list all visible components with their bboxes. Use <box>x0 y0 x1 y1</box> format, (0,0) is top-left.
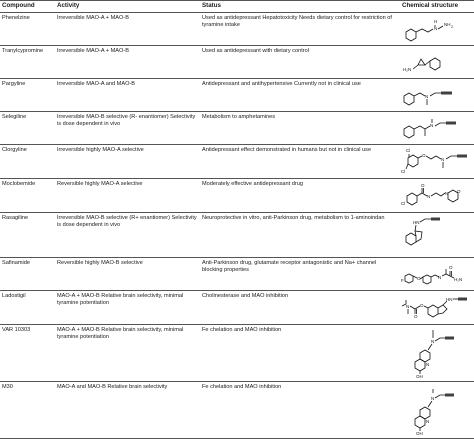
table-row <box>0 46 474 79</box>
svg-text:N: N <box>431 339 435 344</box>
svg-text:N: N <box>431 396 435 401</box>
svg-text:N: N <box>426 419 430 424</box>
svg-text:O: O <box>421 183 425 188</box>
svg-text:F: F <box>401 278 404 283</box>
svg-text:OH: OH <box>416 431 423 436</box>
tranylcypromine-structure <box>400 47 472 77</box>
compound-activity: Irreversible MAO-B selective (R+ enantiomer) Selectivity is dose dependent in vivo <box>55 213 200 258</box>
compound-name: Selegiline <box>0 112 55 145</box>
svg-text:Cl: Cl <box>401 169 406 174</box>
compound-name: M30 <box>0 382 55 439</box>
compound-name: Clorgyline <box>0 145 55 179</box>
compound-name: Moclobemide <box>0 179 55 213</box>
moclobemide-structure <box>400 180 474 211</box>
svg-text:HN: HN <box>413 220 420 225</box>
compound-activity: Irreversible MAO-A + MAO-B <box>55 46 200 79</box>
compound-status: Metabolism to amphetamines <box>200 112 400 145</box>
structure-cell <box>400 13 474 46</box>
compound-name: Phenelzine <box>0 13 55 46</box>
structure-cell <box>400 213 474 258</box>
svg-text:O: O <box>457 189 461 194</box>
ladostigil-structure <box>400 292 474 323</box>
structure-cell <box>400 79 474 112</box>
structure-cell <box>400 291 474 325</box>
compound-name: Tranylcypromine <box>0 46 55 79</box>
svg-text:O: O <box>422 153 426 158</box>
structure-cell <box>400 382 474 439</box>
table-row <box>0 258 474 291</box>
svg-text:O: O <box>414 314 418 319</box>
compound-activity: Reversible highly MAO-A selective <box>55 179 200 213</box>
compound-name: Ladostigil <box>0 291 55 325</box>
compound-activity: Irreversible MAO-A + MAO-B <box>55 13 200 46</box>
svg-text:H: H <box>434 19 438 24</box>
m30-structure <box>400 383 472 437</box>
table-row <box>0 325 474 382</box>
table-header-row <box>0 1 474 13</box>
var10303-structure <box>400 326 472 380</box>
svg-text:Cl: Cl <box>401 201 406 206</box>
svg-text:Cl: Cl <box>406 148 411 153</box>
svg-text:N: N <box>427 194 431 199</box>
header-activity: Activity <box>55 1 200 13</box>
svg-text:NH: NH <box>444 22 451 27</box>
svg-text:2: 2 <box>451 25 453 29</box>
compound-activity: Irreversible highly MAO-A selective <box>55 145 200 179</box>
structure-cell <box>400 179 474 213</box>
compound-name: Safinamide <box>0 258 55 291</box>
table-row <box>0 179 474 213</box>
compound-activity: MAO-A + MAO-B Relative brain selectivity, minimal tyramine potentiation <box>55 325 200 382</box>
svg-text:N: N <box>426 362 430 367</box>
compound-status: Antidepressant and antihypertensive Currently not in clinical use <box>200 79 400 112</box>
structure-cell <box>400 258 474 291</box>
compound-status: Cholinesterase and MAO inhibition <box>200 291 400 325</box>
safinamide-structure <box>400 259 474 289</box>
rasagiline-structure <box>400 214 472 256</box>
compound-status: Fe chelation and MAO inhibition <box>200 325 400 382</box>
table-row <box>0 13 474 46</box>
compound-status: Anti-Parkinson drug, glutamate receptor antagonistic and Na+ channel blocking properties <box>200 258 400 291</box>
compound-activity: MAO-A and MAO-B Relative brain selectivity <box>55 382 200 439</box>
compound-activity: MAO-A + MAO-B Relative brain selectivity, minimal tyramine potentiation <box>55 291 200 325</box>
compound-activity: Irreversible MAO-A and MAO-B <box>55 79 200 112</box>
table-row <box>0 112 474 145</box>
svg-text:N: N <box>438 275 442 280</box>
structure-cell <box>400 112 474 145</box>
compound-status: Neuroprotective in vitro, anti-Parkinson drug, metabolism to 1-aminoindan <box>200 213 400 258</box>
svg-text:HN: HN <box>446 297 453 302</box>
compound-status: Used as antidepressant Hepatotoxicity Needs dietary control for restriction of tyramine intake <box>200 13 400 46</box>
pargyline-structure <box>400 80 472 110</box>
svg-text:O: O <box>420 303 424 308</box>
selegiline-structure <box>400 113 472 143</box>
compound-activity: Reversible highly MAO-B selective <box>55 258 200 291</box>
header-compound: Compound <box>0 1 55 13</box>
compound-status: Antidepressant effect demonstrated in humans but not in clinical use <box>200 145 400 179</box>
svg-text:O: O <box>449 265 453 270</box>
svg-text:N: N <box>430 123 434 128</box>
svg-text:OH: OH <box>416 374 423 379</box>
compound-status: Moderately effective antidepressant drug <box>200 179 400 213</box>
structure-cell <box>400 325 474 382</box>
header-structure: Chemical structure <box>400 1 474 13</box>
table-row <box>0 291 474 325</box>
compound-activity: Irreversible MAO-B selective (R- enantiomer) Selectivity is dose dependent in vivo <box>55 112 200 145</box>
phenelzine-structure <box>400 14 472 44</box>
table-row <box>0 79 474 112</box>
compound-status: Fe chelation and MAO inhibition <box>200 382 400 439</box>
structure-cell <box>400 145 474 179</box>
compound-name: VAR 10303 <box>0 325 55 382</box>
table-row <box>0 382 474 439</box>
svg-text:N: N <box>406 304 410 309</box>
svg-text:N: N <box>445 191 449 196</box>
table-row <box>0 213 474 258</box>
svg-text:N: N <box>434 26 438 31</box>
clorgyline-structure <box>400 146 472 177</box>
header-status: Status <box>200 1 400 13</box>
table-row <box>0 145 474 179</box>
compound-name: Rasagiline <box>0 213 55 258</box>
svg-text:O: O <box>417 276 421 281</box>
svg-text:N: N <box>425 94 429 99</box>
compound-status: Used as antidepressant with dietary control <box>200 46 400 79</box>
structure-cell <box>400 46 474 79</box>
compound-name: Pargyline <box>0 79 55 112</box>
svg-text:H₂N: H₂N <box>403 67 412 72</box>
svg-text:H₂N: H₂N <box>454 277 463 282</box>
svg-text:N: N <box>441 157 445 162</box>
